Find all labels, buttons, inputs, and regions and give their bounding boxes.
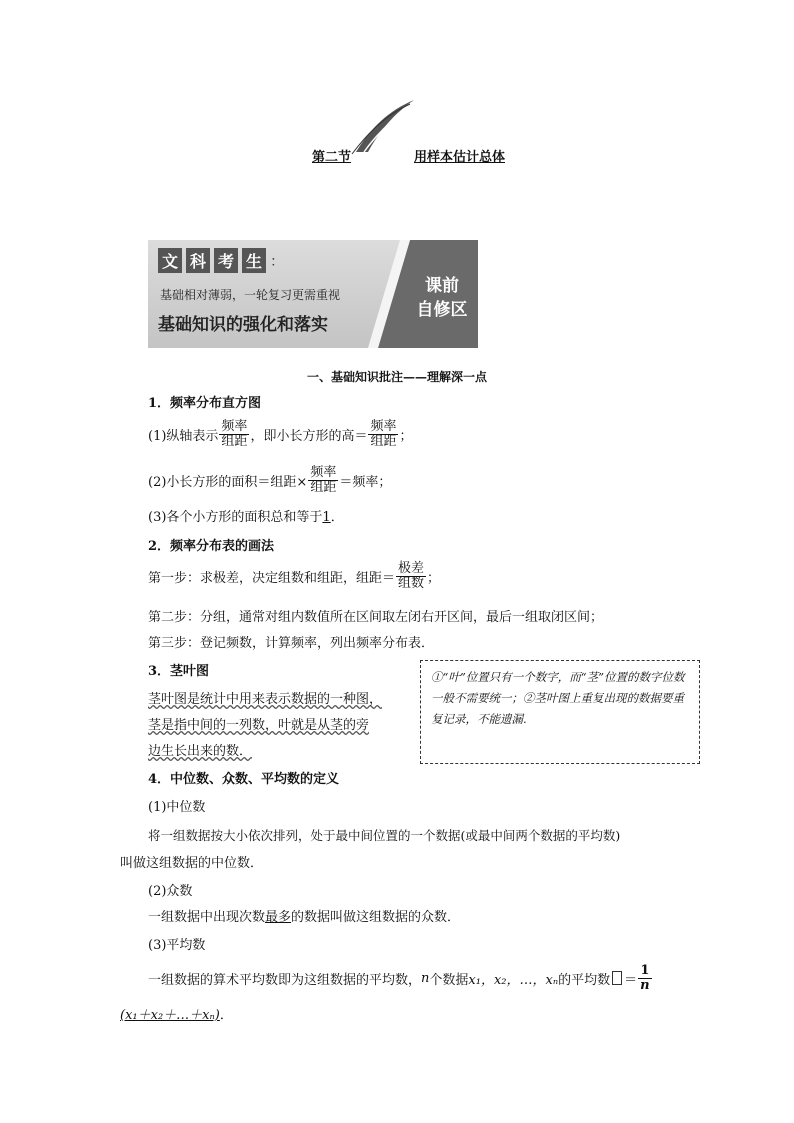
title-section-number: 第二节	[312, 150, 352, 165]
fraction: $\frac{\text{极差}}{\text{组数}}$	[398, 560, 425, 591]
banner-line1: 基础相对薄弱，一轮复习更需重视	[160, 288, 341, 302]
s1-item3: (3)各个小方形的面积总和等于1．	[148, 510, 344, 525]
mode-line: 一组数据中出现次数最多的数据叫做这组数据的众数．	[148, 910, 461, 925]
median-title: (1)中位数	[148, 800, 206, 815]
banner-tag: 文 科 考 生 ：	[158, 248, 284, 273]
s1-item2: (2)小长方形的面积＝组距× $\frac{\text{频率}}{\text{组距}}$ ＝频率；	[148, 464, 392, 495]
fraction: $\frac{\text{频率}}{\text{组距}}$	[221, 418, 248, 449]
s2-step3: 第三步：登记频数，计算频率，列出频率分布表．	[148, 636, 435, 651]
s1-heading: 1．频率分布直方图	[148, 396, 262, 411]
mean-line2: (x₁＋x₂＋…＋xₙ)．	[120, 1008, 233, 1023]
median-line1: 将一组数据按大小依次排列，处于最中间位置的一个数据(或最中间两个数据的平均数)	[148, 828, 621, 843]
title-topic: 用样本估计总体	[414, 150, 506, 165]
mean-title: (3)平均数	[148, 938, 206, 953]
s1-item1: (1)纵轴表示 $\frac{\text{频率}}{\text{组距}}$ ，即小长方形的高＝ $\frac{\text{频率}}{\text{组距}}$ ；	[148, 418, 413, 449]
mean-symbol-box	[612, 971, 622, 985]
page-title	[0, 146, 794, 170]
s3-line3: 边生长出来的数．	[148, 744, 253, 759]
banner-side: 课前 自修区	[416, 276, 468, 320]
mean-line1: 一组数据的算术平均数即为这组数据的平均数， n 个数据 x₁，x₂，…，xₙ 的平均数 ＝ $\frac{1}{n}$	[148, 962, 650, 993]
annotation-note-box: ①“叶”位置只有一个数字，而“茎”位置的数字位数一般不需要统一；②茎叶图上重复出现的数据要重复记录，不能遗漏.	[420, 660, 700, 764]
median-line2: 叫做这组数据的中位数．	[120, 856, 264, 871]
s3-line2: 茎是指中间的一列数，叶就是从茎的旁	[148, 718, 370, 733]
mode-title: (2)众数	[148, 884, 193, 899]
fraction: $\frac{1}{n}$	[640, 962, 650, 993]
banner	[148, 240, 478, 348]
fraction: $\frac{\text{频率}}{\text{组距}}$	[370, 418, 397, 449]
section-heading: 一、基础知识批注——理解深一点	[306, 370, 487, 384]
banner-line2: 基础知识的强化和落实	[158, 315, 328, 335]
s4-heading: 4．中位数、众数、平均数的定义	[148, 772, 340, 787]
s3-line1: 茎叶图是统计中用来表示数据的一种图，	[148, 692, 383, 707]
s2-step2: 第二步：分组，通常对组内数值所在区间取左闭右开区间，最后一组取闭区间；	[148, 610, 604, 625]
s2-heading: 2．频率分布表的画法	[148, 539, 275, 554]
banner-tag-box: 文	[158, 248, 182, 273]
s2-step1: 第一步：求极差，决定组数和组距，组距＝ $\frac{\text{极差}}{\text{组数}}$ ；	[148, 560, 441, 591]
s3-heading: 3．茎叶图	[148, 664, 210, 679]
fraction: $\frac{\text{频率}}{\text{组距}}$	[310, 464, 337, 495]
